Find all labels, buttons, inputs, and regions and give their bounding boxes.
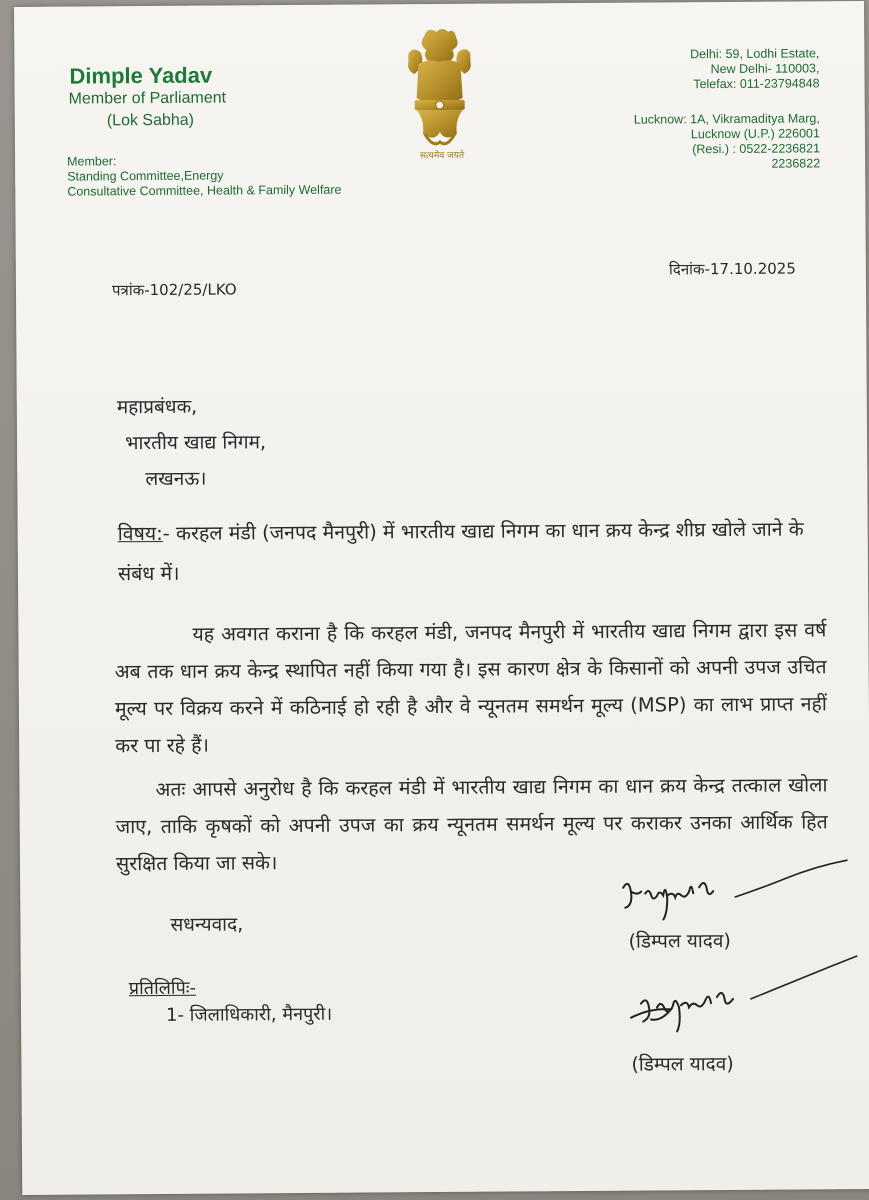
- letterhead-committees: [67, 153, 341, 200]
- delhi-address: [690, 46, 820, 92]
- recipient-line: भारतीय खाद्य निगम,: [124, 431, 267, 455]
- body-paragraph-1: यह अवगत कराना है कि करहल मंडी, जनपद मैनपुरी में भारतीय खाद्य निगम द्वारा इस वर्ष अब तक धान क्रय केन्द्र स्थापित नहीं किया गया है। इस कारण क्षेत्र के किसानों को अपनी उपज उचित मूल्य पर विक्रय करने में कठिनाई हो रही है और वे न्यूनतम समर्थन मूल्य (MSP) का लाभ प्राप्त नहीं कर पा रहे हैं।: [114, 618, 827, 758]
- letterhead-role: [69, 87, 227, 132]
- member-label: Member:: [67, 154, 117, 169]
- recipient-line: महाप्रबंधक,: [116, 395, 198, 419]
- signature-2: [621, 946, 862, 1038]
- body-paragraph-2: अतः आपसे अनुरोध है कि करहल मंडी में भारतीय खाद्य निगम का धान क्रय केन्द्र तत्काल खोला जाए, ताकि कृषकों को अपनी उपज का क्रय न्यूनतम समर्थन मूल्य पर कराकर उनका आर्थिक हित सुरक्षित किया जा सके।: [115, 773, 828, 876]
- letterhead-role-line2: (Lok Sabha): [106, 111, 195, 130]
- signatory-name-2: (डिम्पल यादव): [631, 1052, 734, 1076]
- committee-energy: Standing Committee,Energy: [67, 168, 224, 184]
- subject-line: [118, 509, 819, 594]
- delhi-telefax: Telefax: 011-23794848: [693, 76, 820, 92]
- copy-to-label: प्रतिलिपिः-: [128, 977, 196, 1000]
- signature-1: [615, 856, 855, 928]
- lucknow-phone: 2236822: [771, 156, 821, 171]
- lucknow-address-line: Lucknow: 1A, Vikramaditya Marg,: [633, 111, 820, 127]
- letterhead-name: Dimple Yadav: [69, 62, 213, 89]
- subject-label: विषय:: [117, 521, 163, 546]
- lucknow-phone: (Resi.) : 0522-2236821: [692, 141, 821, 157]
- closing-thanks: सधन्यवाद,: [170, 913, 244, 936]
- reference-number: पत्रांक-102/25/LKO: [111, 280, 237, 300]
- recipient-line: लखनऊ।: [145, 467, 207, 491]
- lucknow-address-line: Lucknow (U.P.) 226001: [690, 126, 820, 142]
- emblem-motto: सत्यमेव जयते: [419, 150, 465, 162]
- committee-health: Consultative Committee, Health & Family Welfare: [67, 182, 342, 199]
- letter-page: [14, 1, 869, 1195]
- letter-date: दिनांक-17.10.2025: [668, 259, 796, 279]
- national-emblem-icon: [394, 24, 485, 165]
- delhi-address-line: New Delhi- 110003,: [710, 61, 820, 77]
- copy-to-item: 1- जिलाधिकारी, मैनपुरी।: [165, 1003, 333, 1026]
- letterhead-role-line1: Member of Parliament: [68, 89, 227, 108]
- recipient-block: [117, 388, 267, 497]
- delhi-address-line: Delhi: 59, Lodhi Estate,: [690, 46, 820, 62]
- lucknow-address: [634, 111, 820, 172]
- subject-text: - करहल मंडी (जनपद मैनपुरी) में भारतीय खाद्य निगम का धान क्रय केन्द्र शीघ्र खोले जाने के संबंध में।: [117, 517, 804, 586]
- signatory-name: (डिम्पल यादव): [628, 929, 731, 953]
